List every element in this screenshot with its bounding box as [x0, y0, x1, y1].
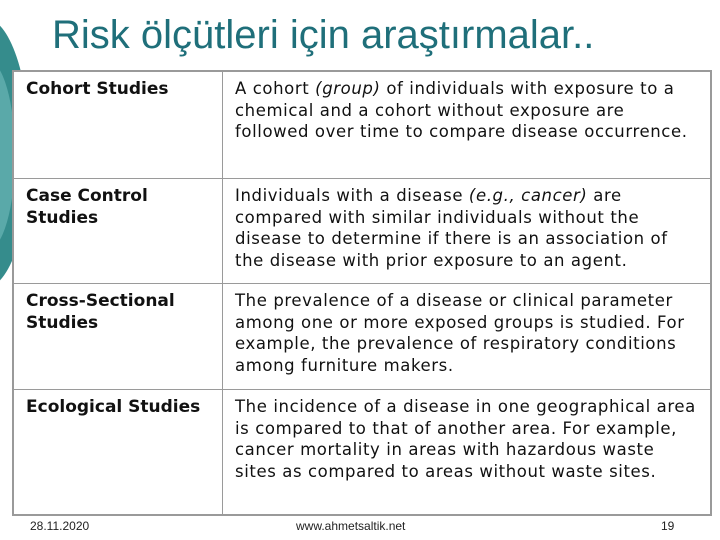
study-term: Cohort Studies [14, 72, 223, 179]
study-term: Cross-Sectional Studies [14, 284, 223, 390]
table-row [14, 284, 711, 390]
footer-date: 28.11.2020 [30, 519, 90, 533]
study-description: Individuals with a disease (e.g., cancer) are compared with similar individuals without the disease to determine if there is an association of the disease with prior exposure to an agent. [223, 179, 711, 284]
study-types-table [12, 70, 712, 516]
study-description: A cohort (group) of individuals with exposure to a chemical and a cohort without exposure are followed over time to compare disease occurrence. [223, 72, 711, 179]
table-row [14, 390, 711, 515]
table-row [14, 179, 711, 284]
study-description: The prevalence of a disease or clinical parameter among one or more exposed groups is studied. For example, the prevalence of respiratory conditions among furniture makers. [223, 284, 711, 390]
study-term: Case Control Studies [14, 179, 223, 284]
table-row [14, 72, 711, 179]
footer-url: www.ahmetsaltik.net [296, 519, 406, 533]
study-description: The incidence of a disease in one geographical area is compared to that of another area. For example, cancer mortality in areas with hazardous waste sites as compared to areas without waste sites. [223, 390, 711, 515]
footer-page-number: 19 [661, 519, 675, 533]
slide-title: Risk ölçütleri için araştırmalar.. [52, 13, 595, 57]
study-term: Ecological Studies [14, 390, 223, 515]
